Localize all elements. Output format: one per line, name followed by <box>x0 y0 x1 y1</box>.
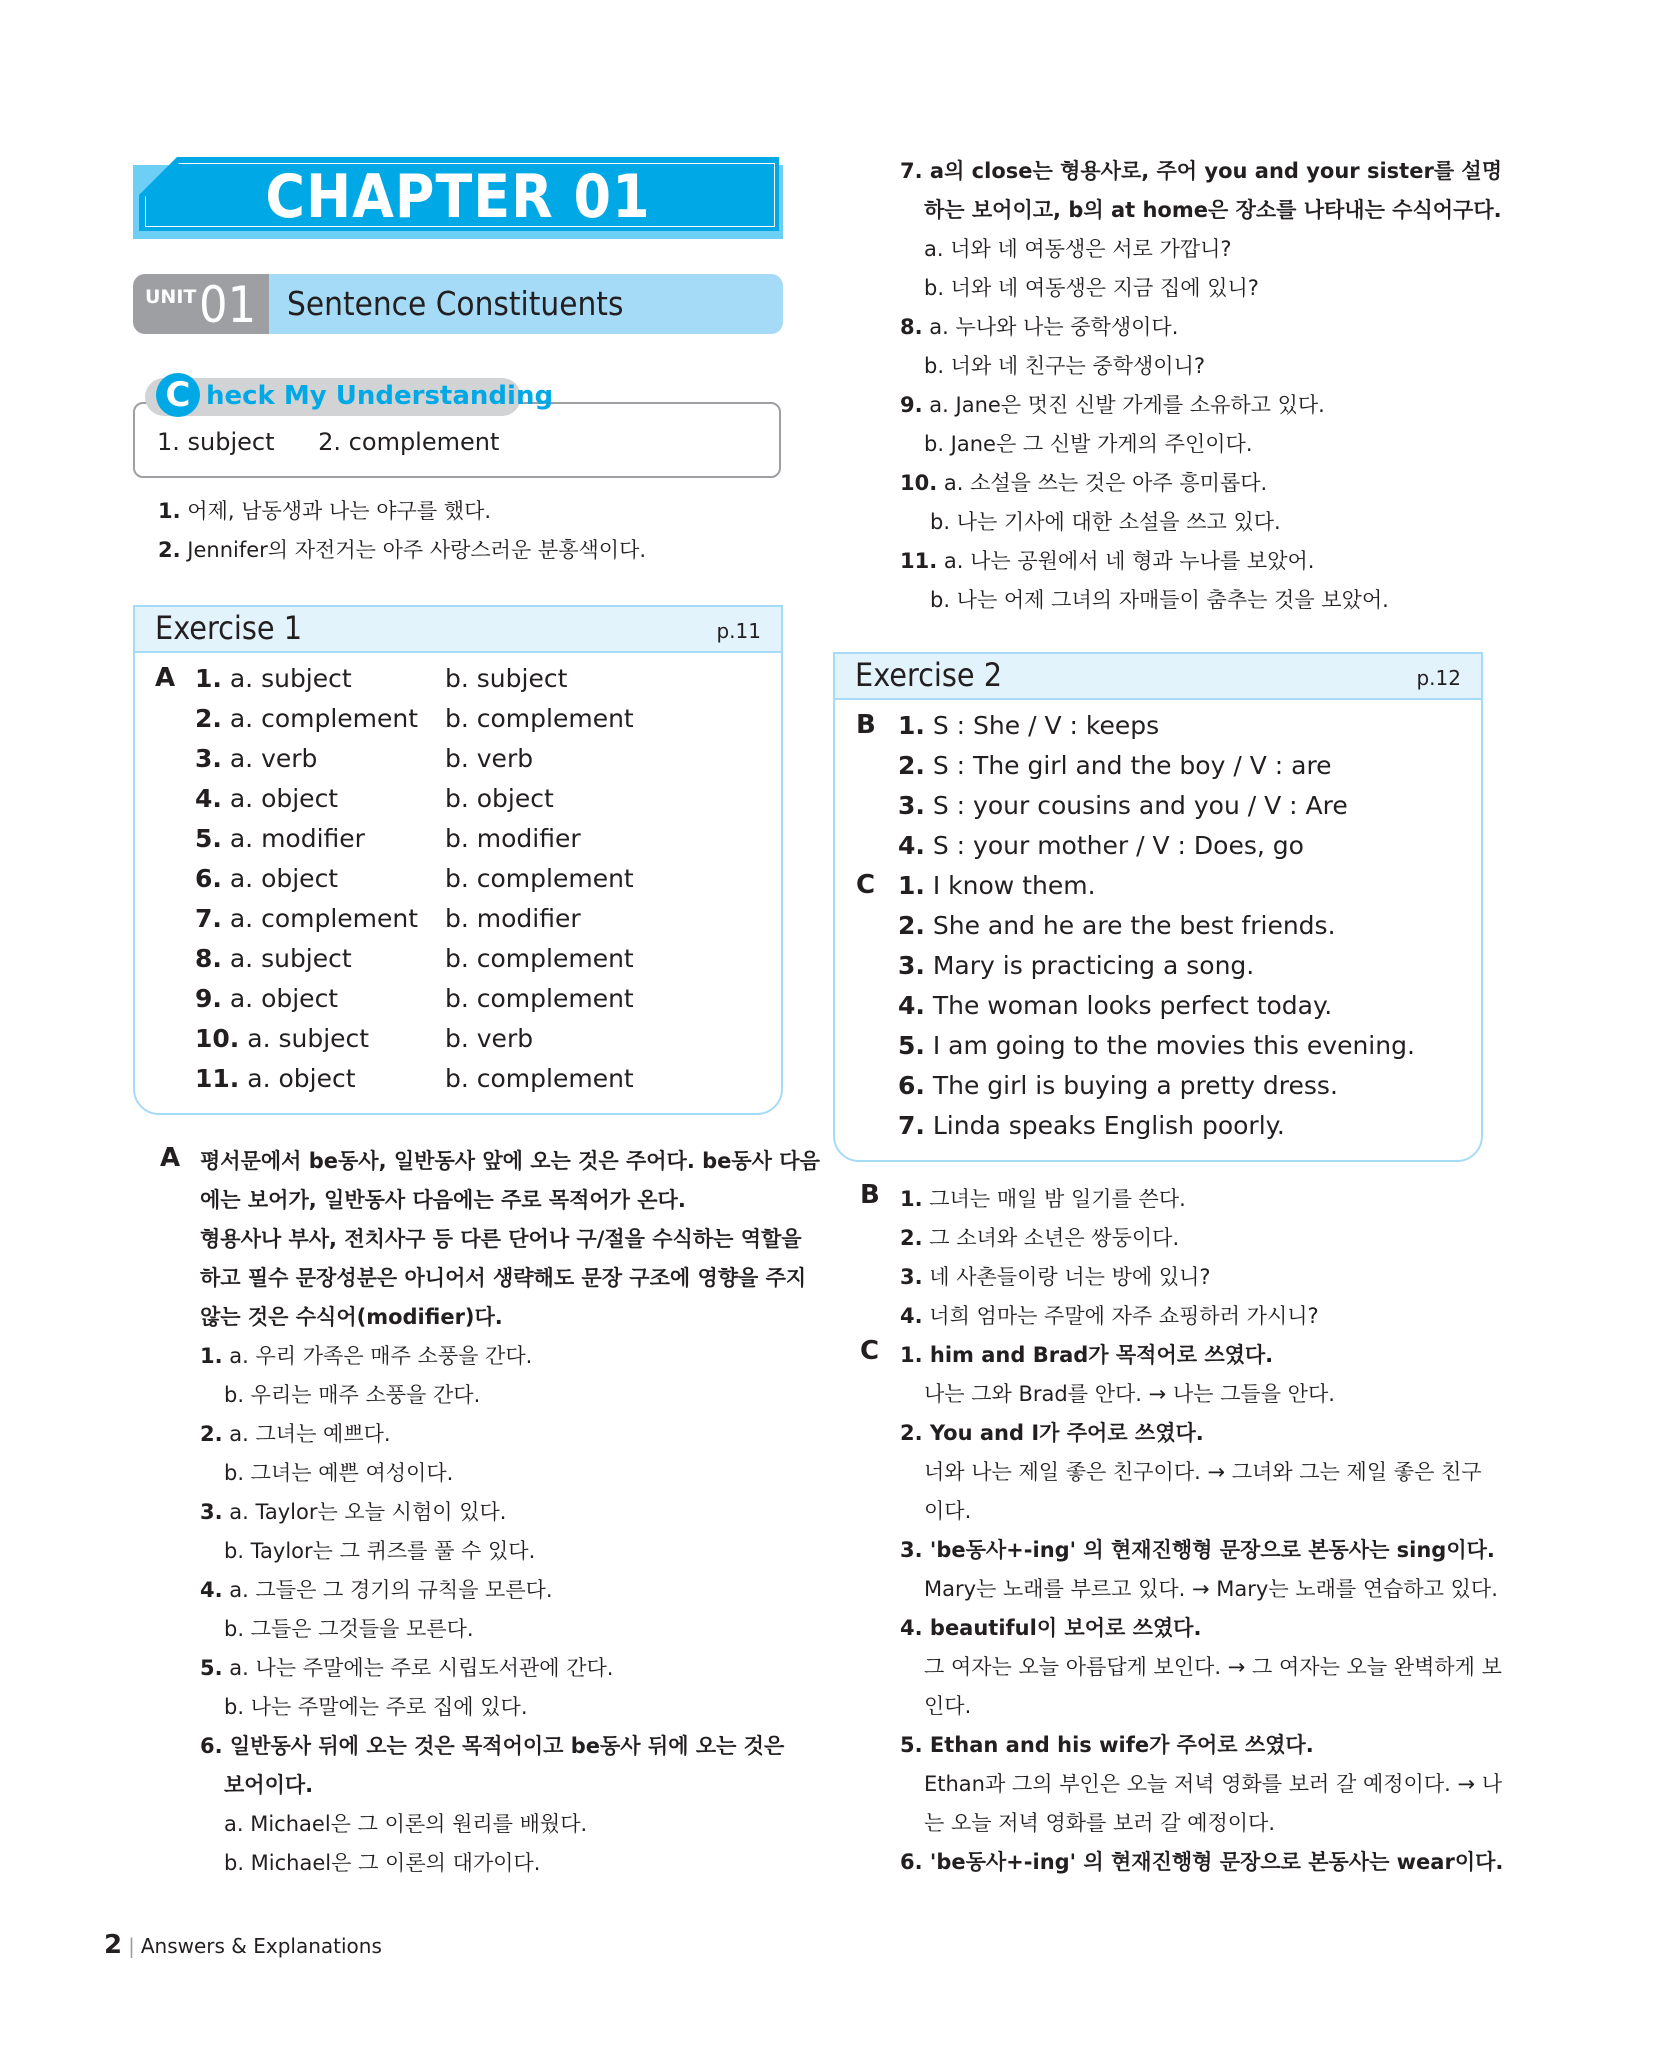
answer-row: 3. S : your cousins and you / V : Are <box>898 791 1348 820</box>
answer-row: 5. I am going to the movies this evening. <box>898 1031 1415 1060</box>
unit-title: Sentence Constituents <box>287 284 624 323</box>
answer-b: b. modifier <box>445 824 581 853</box>
answer-row: 6. a. object <box>195 864 339 893</box>
chapter-title: CHAPTER 01 <box>265 162 651 232</box>
answer-row: 8. a. subject <box>195 944 352 973</box>
answer-row: 1. S : She / V : keeps <box>898 711 1160 740</box>
answer-b: b. verb <box>445 744 534 773</box>
answer-row: 4. a. object <box>195 784 339 813</box>
check-note: 2. Jennifer의 자전거는 아주 사랑스러운 분홍색이다. <box>158 538 647 562</box>
answer-row: 4. The woman looks perfect today. <box>898 991 1333 1020</box>
page-footer: 2 | Answers & Explanations <box>104 1930 382 1960</box>
check-understanding-title: heck My Understanding <box>206 381 554 411</box>
answer-b: b. complement <box>445 984 634 1013</box>
answer-b: b. verb <box>445 1024 534 1053</box>
unit-label: UNIT <box>145 286 197 308</box>
section-letter: B <box>860 1180 880 1210</box>
answer-row: 7. a. complement <box>195 904 419 933</box>
answer-row: 1. a. subject <box>195 664 352 693</box>
exercise-page: p.11 <box>716 619 761 643</box>
check-answer: 1. subject <box>157 428 275 456</box>
section-letter: A <box>160 1143 181 1173</box>
answer-row: 5. a. modifier <box>195 824 365 853</box>
answer-row: 10. a. subject <box>195 1024 370 1053</box>
section-letter: C <box>860 1336 880 1366</box>
unit-number: 01 <box>199 276 257 334</box>
unit-header <box>133 274 783 334</box>
answer-row: 1. I know them. <box>898 871 1096 900</box>
answer-b: b. complement <box>445 864 634 893</box>
answer-b: b. object <box>445 784 554 813</box>
check-answers <box>157 428 535 456</box>
section-letter: B <box>856 710 876 740</box>
answer-row: 2. She and he are the best friends. <box>898 911 1336 940</box>
answer-b: b. complement <box>445 1064 634 1093</box>
answer-row: 9. a. object <box>195 984 339 1013</box>
check-c-badge: C <box>156 373 200 417</box>
section-letter: C <box>856 870 876 900</box>
exercise-title: Exercise 1 <box>155 609 303 647</box>
answer-row: 2. a. complement <box>195 704 419 733</box>
answer-b: b. modifier <box>445 904 581 933</box>
chapter-banner <box>133 157 783 239</box>
answer-row: 3. a. verb <box>195 744 318 773</box>
section-letter: A <box>155 663 176 693</box>
answer-b: b. subject <box>445 664 568 693</box>
page-number: 2 <box>104 1930 123 1960</box>
footer-label: Answers & Explanations <box>140 1934 382 1958</box>
answer-row: 7. Linda speaks English poorly. <box>898 1111 1285 1140</box>
answer-row: 11. a. object <box>195 1064 356 1093</box>
answer-row: 2. S : The girl and the boy / V : are <box>898 751 1332 780</box>
answer-b: b. complement <box>445 944 634 973</box>
answer-row: 3. Mary is practicing a song. <box>898 951 1255 980</box>
check-answer: 2. complement <box>318 428 500 456</box>
exercise-title: Exercise 2 <box>855 656 1003 694</box>
exercise-page: p.12 <box>1416 666 1461 690</box>
check-note: 1. 어제, 남동생과 나는 야구를 했다. <box>158 499 492 523</box>
answer-b: b. complement <box>445 704 634 733</box>
answer-row: 6. The girl is buying a pretty dress. <box>898 1071 1338 1100</box>
answer-row: 4. S : your mother / V : Does, go <box>898 831 1304 860</box>
